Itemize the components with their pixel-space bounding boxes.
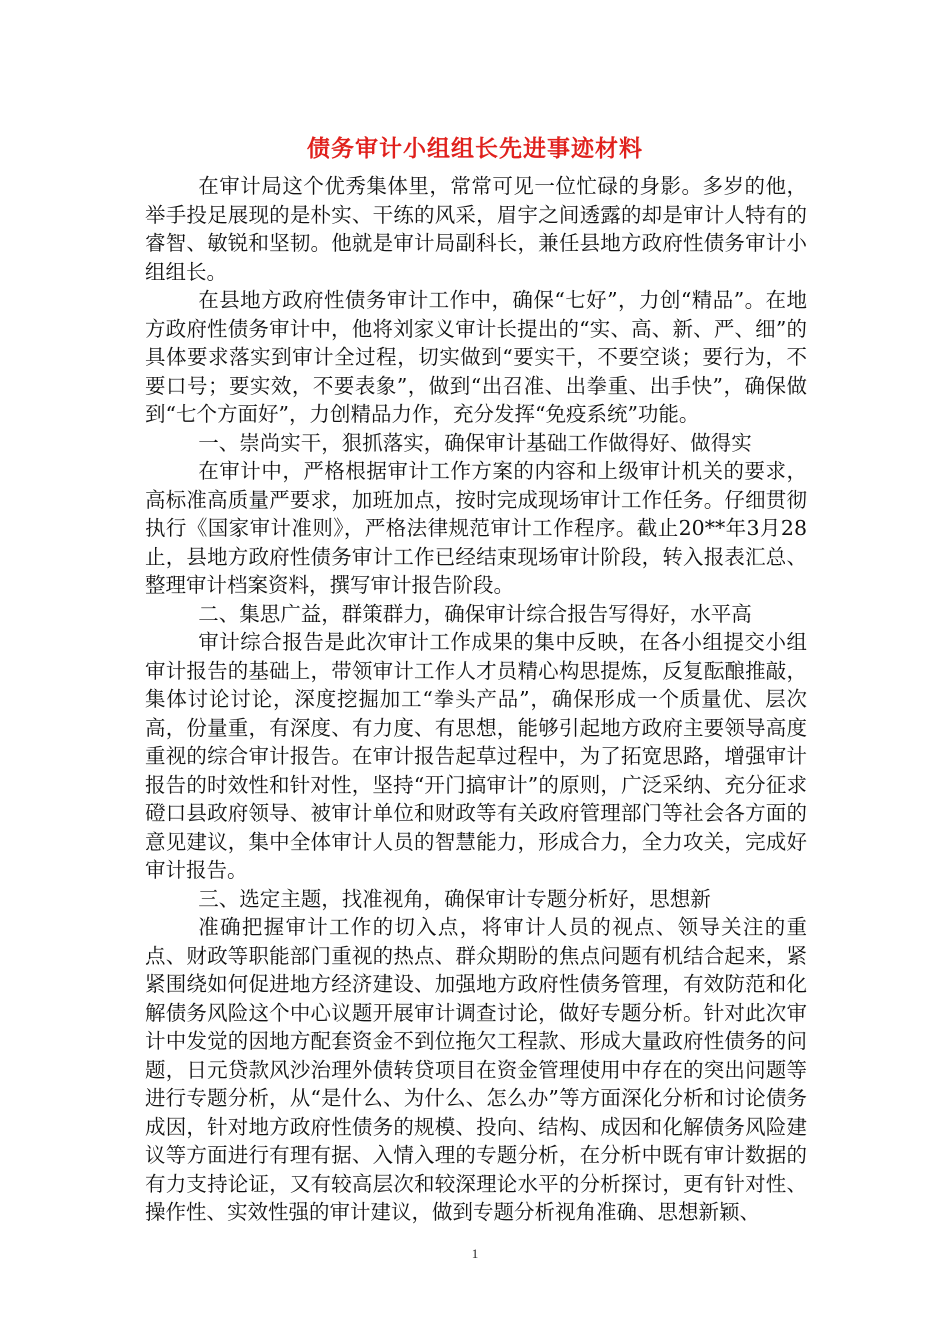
page-number: 1 (471, 1246, 479, 1261)
section-heading-2: 二、集思广益，群策群力，确保审计综合报告写得好，水平高 (198, 601, 752, 626)
document-title: 债务审计小组组长先进事迹材料 (307, 135, 643, 162)
paragraph-section-1: 在审计中，严格根据审计工作方案的内容和上级审计机关的要求，高标准高质量严要求，加班加点，按时完成现场审计工作任务。仔细贯彻执行《国家审计准则》，严格法律规范审计工作程序。截止20**年3月28止，县地方政府性债务审计工作已经结束现场审计阶段，转入报表汇总、整理审计档案资料，撰写审计报告阶段。 (145, 459, 807, 597)
section-heading-1: 一、崇尚实干，狠抓落实，确保审计基础工作做得好、做得实 (198, 430, 752, 455)
paragraph-intro: 在审计局这个优秀集体里，常常可见一位忙碌的身影。多岁的他，举手投足展现的是朴实、干练的风采，眉宇之间透露的却是审计人特有的睿智、敏锐和坚韧。他就是审计局副科长，兼任县地方政府性债务审计小组组长。 (145, 174, 807, 284)
section-heading-3: 三、选定主题，找准视角，确保审计专题分析好，思想新 (198, 886, 711, 911)
document-body (145, 172, 807, 1227)
paragraph-section-2: 审计综合报告是此次审计工作成果的集中反映，在各小组提交小组审计报告的基础上，带领审计工作人才员精心构思提炼，反复酝酿推敲，集体讨论讨论，深度挖掘加工“拳头产品”，确保形成一个质量优、层次高，份量重，有深度、有力度、有思想，能够引起地方政府主要领导高度重视的综合审计报告。在审计报告起草过程中，为了拓宽思路，增强审计报告的时效性和针对性，坚持“开门搞审计”的原则，广泛采纳、充分征求磴口县政府领导、被审计单位和财政等有关政府管理部门等社会各方面的意见建议，集中全体审计人员的智慧能力，形成合力，全力攻关，完成好审计报告。 (145, 630, 807, 882)
paragraph-overview: 在县地方政府性债务审计工作中，确保“七好”，力创“精品”。在地方政府性债务审计中，他将刘家义审计长提出的“实、高、新、严、细”的具体要求落实到审计全过程，切实做到“要实干，不要空谈；要行为，不要口号；要实效，不要表象”，做到“出召准、出拳重、出手快”，确保做到“七个方面好”，力创精品力作，充分发挥“免疫系统”功能。 (145, 288, 807, 426)
paragraph-section-3: 准确把握审计工作的切入点，将审计人员的视点、领导关注的重点、财政等职能部门重视的热点、群众期盼的焦点问题有机结合起来，紧紧围绕如何促进地方经济建设、加强地方政府性债务管理，有效防范和化解债务风险这个中心议题开展审计调查讨论，做好专题分析。针对此次审计中发觉的因地方配套资金不到位拖欠工程款、形成大量政府性债务的问题，日元贷款风沙治理外债转贷项目在资金管理使用中存在的突出问题等进行专题分析，从“是什么、为什么、怎么办”等方面深化分析和讨论债务成因，针对地方政府性债务的规模、投向、结构、成因和化解债务风险建议等方面进行有理有据、入情入理的专题分析，在分析中既有审计数据的有力支持论证，又有较高层次和较深理论水平的分析探讨，更有针对性、操作性、实效性强的审计建议，做到专题分析视角准确、思想新颖、 (145, 915, 807, 1224)
